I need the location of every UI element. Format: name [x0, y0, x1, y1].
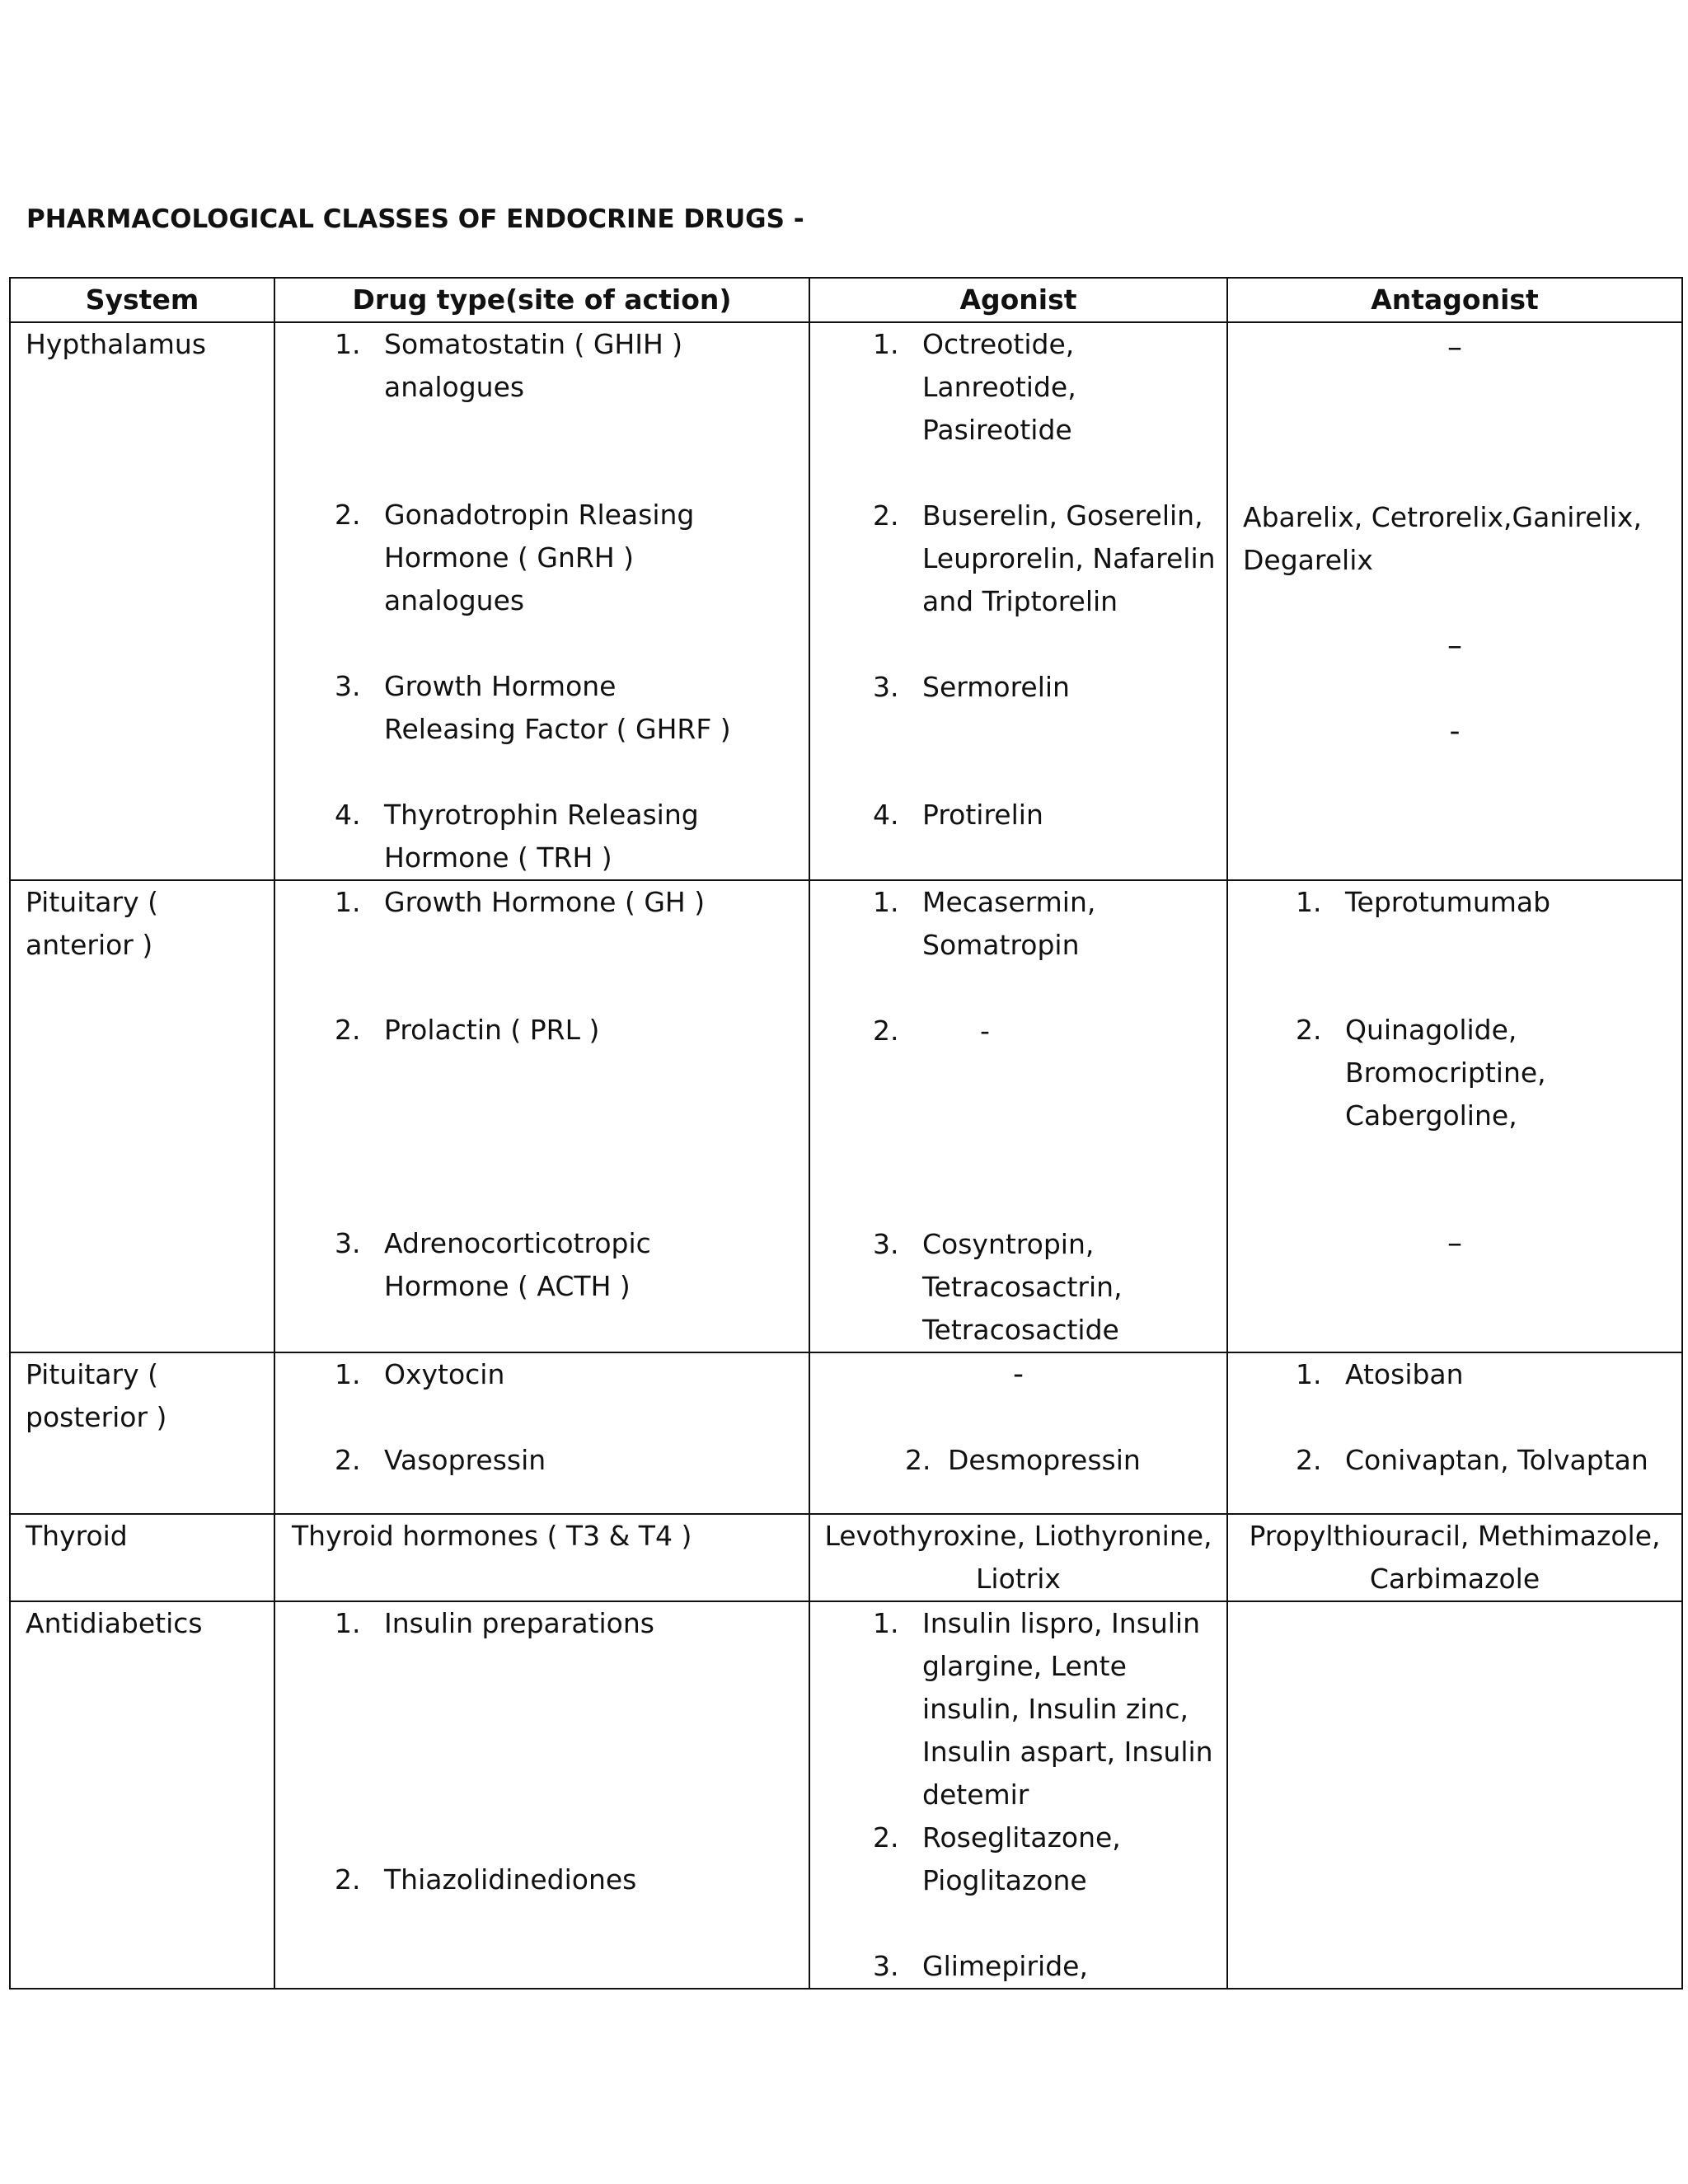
list-item: [1228, 881, 1625, 924]
item-text: Protirelin: [922, 799, 1043, 831]
item-number: 2.: [335, 1014, 361, 1046]
item-number: 2.: [873, 499, 899, 532]
list-item: [275, 881, 747, 924]
item-text: Teprotumumab: [1345, 886, 1551, 918]
list-item: Abarelix, Cetrorelix,Ganirelix, Degarelix: [1243, 501, 1642, 576]
item-text: Atosiban: [1345, 1358, 1464, 1390]
item-number: 3.: [873, 671, 899, 703]
item-number: 3.: [335, 1227, 361, 1259]
empty-dash: –: [1447, 1226, 1462, 1260]
column-header-antagonist: Antagonist: [1227, 278, 1682, 322]
item-number: 2.: [335, 1863, 361, 1896]
item-number: 4.: [335, 799, 361, 831]
item-text: Quinagolide, Bromocriptine, Cabergoline,: [1345, 1014, 1546, 1132]
item-number: 3.: [873, 1950, 899, 1982]
list-item: [275, 1353, 747, 1396]
antagonist-cell: [1227, 1601, 1682, 1989]
system-cell: Hypthalamus: [10, 322, 274, 880]
item-number: 2.: [873, 1821, 899, 1854]
list-item: [810, 1816, 1120, 1902]
item-number: 1.: [873, 886, 899, 918]
list-item: [810, 881, 1120, 967]
list-item: [1228, 1009, 1546, 1137]
antagonist-cell: [1227, 880, 1682, 1352]
item-text: Buserelin, Goserelin, Leuprorelin, Nafarelin and Triptorelin: [922, 499, 1216, 617]
page-title: PHARMACOLOGICAL CLASSES OF ENDOCRINE DRUGS -: [26, 204, 804, 234]
column-header-drug-type: Drug type(site of action): [274, 278, 809, 322]
list-item: [810, 1010, 1120, 1052]
item-number: 2.: [873, 1015, 899, 1047]
item-number: 2.: [1296, 1014, 1322, 1046]
item-text: Oxytocin: [384, 1358, 505, 1390]
drug-type-cell: [274, 1601, 809, 1989]
agonist-cell: [809, 1352, 1227, 1514]
item-text: Somatostatin ( GHIH ) analogues: [384, 328, 683, 403]
empty-dash: –: [1447, 629, 1462, 663]
item-number: 1.: [1296, 1358, 1322, 1390]
item-number: 2.: [905, 1444, 931, 1476]
agonist-cell: [809, 322, 1227, 880]
item-text: Octreotide, Lanreotide, Pasireotide: [922, 328, 1076, 446]
list-item: [810, 494, 1219, 623]
item-number: 1.: [335, 1607, 361, 1639]
list-item: [810, 1602, 1219, 1816]
item-number: 2.: [335, 499, 361, 531]
list-item: [275, 1009, 747, 1052]
item-number: 1.: [873, 1607, 899, 1639]
column-header-system: System: [10, 278, 274, 322]
table-row: [10, 1352, 1682, 1514]
item-text: Gonadotropin Rleasing Hormone ( GnRH ) analogues: [384, 499, 695, 616]
system-cell: Pituitary ( anterior ): [10, 880, 274, 1352]
item-number: 1.: [873, 328, 899, 360]
list-item: [275, 494, 722, 622]
item-text: Thyrotrophin Releasing Hormone ( TRH ): [384, 799, 699, 874]
list-item: [1228, 1439, 1675, 1482]
list-item: [810, 1945, 1120, 1988]
item-text: Mecasermin, Somatropin: [922, 886, 1096, 961]
item-text: Vasopressin: [384, 1444, 546, 1476]
item-text: Growth Hormone Releasing Factor ( GHRF ): [384, 670, 731, 745]
list-item: [275, 1858, 747, 1901]
system-cell: [10, 1352, 274, 1514]
list-item: [275, 1602, 747, 1645]
item-number: 2.: [335, 1444, 361, 1476]
system-cell: Antidiabetics: [10, 1601, 274, 1989]
item-number: 3.: [335, 670, 361, 702]
system-label: Pituitary ( posterior ): [26, 1358, 167, 1433]
table-row: [10, 1514, 1682, 1601]
item-number: 4.: [873, 799, 899, 831]
agonist-cell: [809, 1601, 1227, 1989]
antagonist-cell: Propylthiouracil, Methimazole, Carbimazole: [1227, 1514, 1682, 1601]
item-text: Glimepiride,: [922, 1950, 1088, 1982]
endocrine-drugs-table: [9, 277, 1683, 1990]
item-text: Conivaptan, Tolvaptan: [1345, 1444, 1648, 1476]
item-text: Insulin preparations: [384, 1607, 654, 1639]
agonist-cell: Levothyroxine, Liothyronine, Liotrix: [809, 1514, 1227, 1601]
item-text: Growth Hormone ( GH ): [384, 886, 706, 918]
item-number: 1.: [335, 1358, 361, 1390]
list-item: [810, 1439, 1218, 1482]
item-text: Desmopressin: [948, 1444, 1141, 1476]
item-text: Adrenocorticotropic Hormone ( ACTH ): [384, 1227, 651, 1302]
list-item: [810, 666, 1219, 709]
drug-type-cell: [274, 322, 809, 880]
item-text: Cosyntropin, Tetracosactrin, Tetracosactide: [922, 1228, 1123, 1346]
list-item: [275, 665, 747, 751]
list-item: [275, 1439, 747, 1482]
antagonist-cell: [1227, 322, 1682, 880]
item-number: 2.: [1296, 1444, 1322, 1476]
list-item: [275, 323, 796, 409]
item-text: Prolactin ( PRL ): [384, 1014, 600, 1046]
table-row: [10, 880, 1682, 1352]
drug-type-cell: [274, 1352, 809, 1514]
empty-dash: -: [1013, 1357, 1024, 1391]
list-item: [1228, 1353, 1658, 1396]
list-item: [810, 794, 1219, 837]
item-number: 1.: [335, 328, 361, 360]
system-cell: Thyroid: [10, 1514, 274, 1601]
agonist-cell: [809, 880, 1227, 1352]
empty-dash: –: [1447, 330, 1462, 364]
table-row: [10, 322, 1682, 880]
drug-type-cell: [274, 880, 809, 1352]
list-item: [275, 794, 722, 879]
column-header-agonist: Agonist: [809, 278, 1227, 322]
list-item: [810, 1223, 1137, 1352]
item-number: 1.: [1296, 886, 1322, 918]
empty-dash: -: [1449, 715, 1461, 748]
list-item: [810, 323, 1120, 452]
item-text: Insulin lispro, Insulin glargine, Lente insulin, Insulin zinc, Insulin aspart, Insulin detemir: [922, 1607, 1213, 1811]
drug-type-cell: Thyroid hormones ( T3 & T4 ): [274, 1514, 809, 1601]
item-number: 1.: [335, 886, 361, 918]
item-number: 3.: [873, 1228, 899, 1260]
table-row: [10, 1601, 1682, 1989]
antagonist-cell: [1227, 1352, 1682, 1514]
item-text: Sermorelin: [922, 671, 1070, 703]
item-text: Roseglitazone, Pioglitazone: [922, 1821, 1121, 1896]
list-item: [275, 1222, 681, 1308]
item-text: -: [980, 1015, 990, 1047]
item-text: Thiazolidinediones: [384, 1863, 637, 1896]
table-header-row: [10, 278, 1682, 322]
